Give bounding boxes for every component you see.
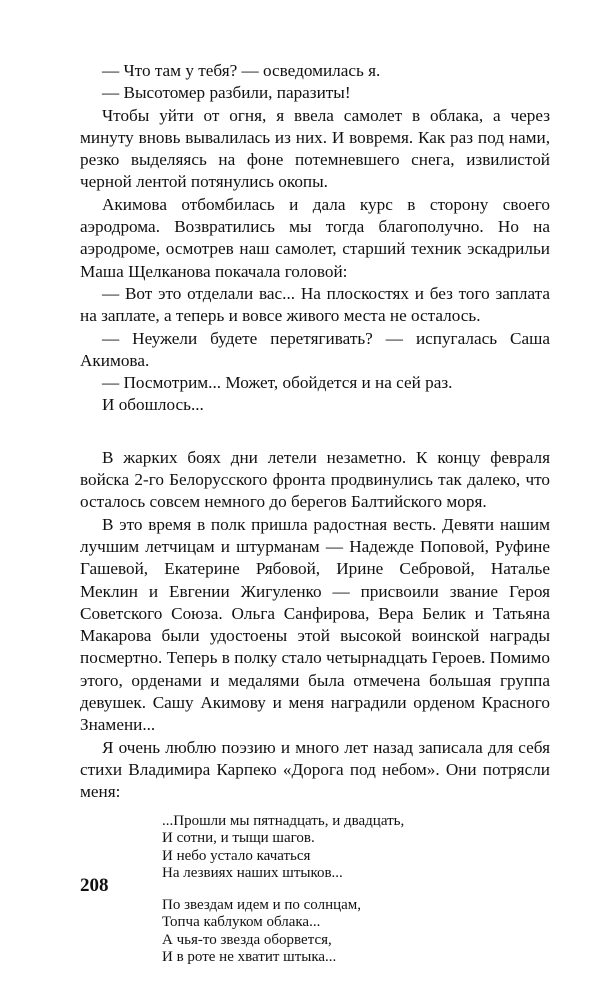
paragraph: И обошлось...	[102, 395, 204, 415]
poem	[162, 813, 550, 967]
paragraph: Акимова отбомбилась и дала курс в сторону своего аэродрома. Возвратились мы тогда благополучно. Но на аэродроме, осмотрев наш самолет, старший техник эскадрильи Маша Щелканова покачала головой:	[80, 194, 550, 281]
section-break	[80, 417, 550, 447]
dialog-line: — Посмотрим... Может, обойдется и на сей раз.	[102, 373, 453, 393]
poem-line: По звездам идем и по солнцам,	[162, 896, 362, 913]
poem-line: Топча каблуком облака...	[162, 914, 321, 930]
poem-line: ...Прошли мы пятнадцать, и двадцать,	[162, 812, 405, 829]
paragraph: В жарких боях дни летели незаметно. К концу февраля войска 2-го Белорусского фронта продвинулись так далеко, что осталось совсем немного до берегов Балтийского моря.	[80, 447, 550, 512]
poem-line: И сотни, и тыщи шагов.	[162, 830, 315, 846]
poem-line: И небо устало качаться	[162, 847, 311, 864]
dialog-line: — Что там у тебя? — осведомилась я.	[102, 61, 381, 80]
poem-stanza	[162, 813, 550, 883]
poem-line: А чья-то звезда оборвется,	[162, 931, 332, 948]
dialog-line: — Высотомер разбили, паразиты!	[102, 83, 351, 103]
poem-line: И в роте не хватит штыка...	[162, 949, 337, 965]
dialog-line: — Вот это отделали вас... На плоскостях и без того заплата на заплате, а теперь и вовсе живого места не осталось.	[80, 283, 550, 326]
paragraph: В это время в полк пришла радостная весть. Девяти нашим лучшим летчицам и штурманам — Надежде Поповой, Руфине Гашевой, Екатерине Рябовой, Ирине Себровой, Наталье Меклин и Евгении Жигуленко — присвоили звание Героя Советского Союза. Ольга Санфирова, Вера Белик и Татьяна Макарова были удостоены этой высокой воинской награды посмертно. Теперь в полку стало четырнадцать Героев. Помимо этого, орденами и медалями была отмечена большая группа девушек. Сашу Акимову и меня наградили орденом Красного Знамени...	[80, 514, 550, 735]
dialog-line: — Неужели будете перетягивать? — испугалась Саша Акимова.	[80, 328, 550, 370]
poem-line: На лезвиях наших штыков...	[162, 865, 343, 881]
paragraph: Чтобы уйти от огня, я ввела самолет в облака, а через минуту вновь вывалилась из них. И вовремя. Как раз под нами, резко выделяясь на фоне потемневшего снега, извилистой черной лентой потянулись окопы.	[80, 105, 550, 192]
page-body	[80, 60, 550, 981]
page-number: 208	[80, 875, 109, 896]
paragraph: Я очень люблю поэзию и много лет назад записала для себя стихи Владимира Карпеко «Дорога под небом». Они потрясли меня:	[80, 737, 550, 802]
poem-stanza	[162, 897, 550, 967]
